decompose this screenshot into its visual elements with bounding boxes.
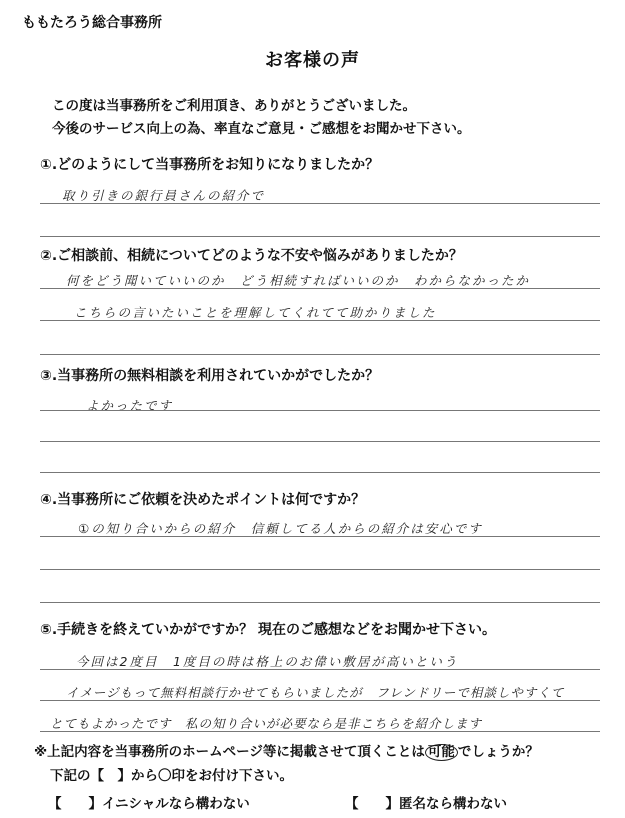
answer-line (40, 441, 600, 442)
office-name: ももたろう総合事務所 (22, 15, 162, 31)
answer-line (40, 602, 600, 603)
circled-choice-possible: 可能 (425, 744, 458, 761)
question-3-answer-1: よかったです (86, 398, 174, 413)
question-5-label: ⑤.手続きを終えていかがですか？ 現在のご感想などをお聞かせ下さい。 (40, 622, 497, 638)
option-anonymous: 【 】匿名なら構わない (345, 796, 507, 812)
question-4-answer-1: ①の知り合いからの紹介 信頼してる人からの紹介は安心です (78, 521, 483, 536)
intro-line-2: 今後のサービス向上の為、率直なご意見・ご感想をお聞かせ下さい。 (52, 121, 471, 137)
option-initials: 【 】イニシャルなら構わない (48, 796, 250, 812)
question-1-answer-1: 取り引きの銀行員さんの紹介で (62, 188, 266, 203)
question-2-answer-1: 何をどう聞いていいのか どう相続すればいいのか わからなかったか (66, 273, 531, 288)
answer-line (40, 203, 600, 204)
answer-line (40, 569, 600, 570)
question-5-answer-2: イメージもって無料相談行かせてもらいましたが フレンドリーで相談しやすくて (66, 685, 565, 700)
question-3-label: ③.当事務所の無料相談を利用されていかがでしたか？ (40, 368, 380, 384)
answer-line (40, 236, 600, 237)
question-1-label: ①.どのようにして当事務所をお知りになりましたか？ (40, 157, 380, 173)
question-5-answer-1: 今回は2度目 1度目の時は格上のお偉い敷居が高いという (76, 654, 459, 669)
answer-line (40, 320, 600, 321)
answer-line (40, 669, 600, 670)
answer-line (40, 288, 600, 289)
instruction-text: 下記の【 】から〇印をお付け下さい。 (50, 768, 293, 784)
question-2-answer-2: こちらの言いたいことを理解してくれてて助かりました (74, 305, 437, 320)
question-2-label: ②.ご相談前、相続についてどのような不安や悩みがありましたか？ (40, 248, 463, 264)
answer-line (40, 700, 600, 701)
answer-line (40, 354, 600, 355)
answer-line (40, 472, 600, 473)
question-4-label: ④.当事務所にご依頼を決めたポイントは何ですか？ (40, 492, 366, 508)
answer-line (40, 731, 600, 732)
publication-notice (34, 740, 539, 761)
intro-line-1: この度は当事務所をご利用頂き、ありがとうございました。 (52, 98, 416, 114)
answer-line (40, 536, 600, 537)
page-title: お客様の声 (265, 50, 360, 71)
question-5-answer-3: とてもよかったです 私の知り合いが必要なら是非こちらを紹介します (50, 716, 483, 731)
notice-text-before: ※上記内容を当事務所のホームページ等に掲載させて頂くことは (34, 744, 425, 760)
answer-line (40, 410, 600, 411)
notice-text-after: でしょうか？ (457, 744, 539, 760)
